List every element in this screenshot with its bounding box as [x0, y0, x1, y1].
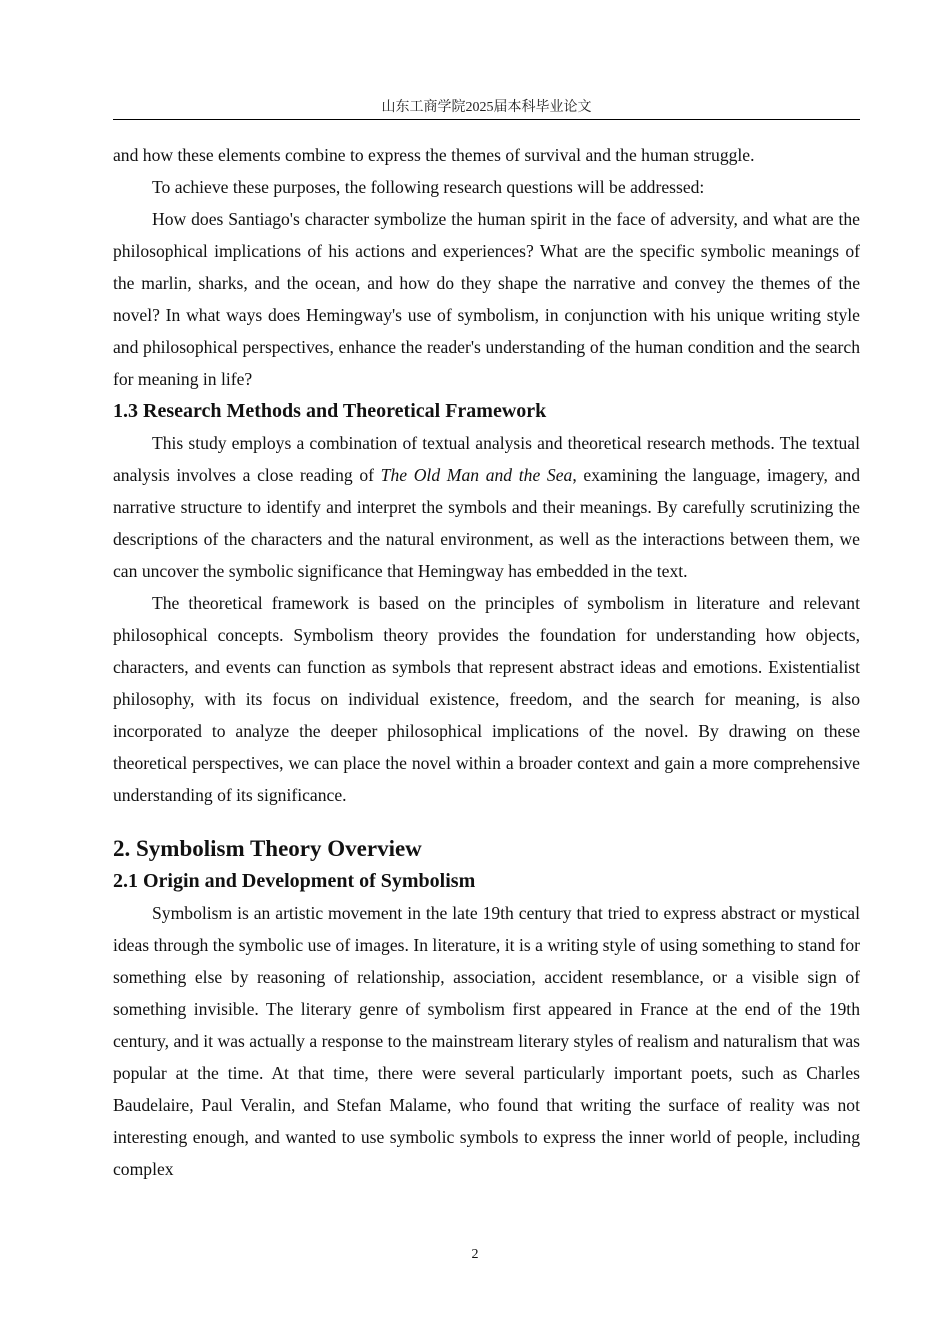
paragraph-continuation: and how these elements combine to express the themes of survival and the human struggle. [113, 145, 755, 165]
paragraph-research-questions: How does Santiago's character symbolize the human spirit in the face of adversity, and what are the philosophical implications of his actions and experiences? What are the specific symbolic meanings of the marlin, sharks, and the ocean, and how do they shape the narrative and convey the themes of the novel? In what ways does Hemingway's use of symbolism, in conjunction with his unique writing style and philosophical perspectives, enhance the reader's understanding of the human condition and the search for meaning in life? [113, 209, 860, 389]
section-heading-1-3: 1.3 Research Methods and Theoretical Framework [113, 400, 547, 422]
running-header: 山东工商学院2025届本科毕业论文 [381, 100, 592, 115]
novel-title: The Old Man and the Sea [380, 465, 573, 485]
section-heading-2-1: 2.1 Origin and Development of Symbolism [113, 870, 476, 892]
chapter-heading-2: 2. Symbolism Theory Overview [113, 836, 422, 861]
paragraph-research-questions-intro: To achieve these purposes, the following research questions will be addressed: [152, 177, 705, 197]
paragraph-symbolism-origin: Symbolism is an artistic movement in the late 19th century that tried to express abstract or mystical ideas through the symbolic use of images. In literature, it is a writing style of using something to stand for something else by reasoning of relationship, association, accident resemblance, or a visible sign of something invisible. The literary genre of symbolism first appeared in France at the end of the 19th century, and it was actually a response to the mainstream literary styles of realism and naturalism that was popular at the time. At that time, there were several particularly important poets, such as Charles Baudelaire, Paul Veralin, and Stefan Malame, who found that writing the surface of reality was not interesting enough, and wanted to use symbolic symbols to express the inner world of people, including complex [113, 903, 860, 1179]
body-text [113, 139, 860, 1185]
page-number: 2 [471, 1247, 479, 1262]
paragraph-methods [113, 427, 860, 587]
methods-text-b: , examining the language, imagery, and narrative structure to identify and interpret the symbols and their meanings. By carefully scrutinizing the descriptions of the characters and the natural environment, as well as the interactions between them, we can uncover the symbolic significance that Hemingway has embedded in the text. [113, 465, 861, 581]
header-rule [113, 119, 860, 120]
paragraph-framework: The theoretical framework is based on the principles of symbolism in literature and relevant philosophical concepts. Symbolism theory provides the foundation for understanding how objects, characters, and events can function as symbols that represent abstract ideas and emotions. Existentialist philosophy, with its focus on individual existence, freedom, and the search for meaning, is also incorporated to analyze the deeper philosophical implications of the novel. By drawing on these theoretical perspectives, we can place the novel within a broader context and gain a more comprehensive understanding of its significance. [113, 593, 860, 805]
methods-text-a: This study employs a combination of textual analysis and theoretical research methods. The textual analysis involves a close reading of [113, 433, 860, 485]
